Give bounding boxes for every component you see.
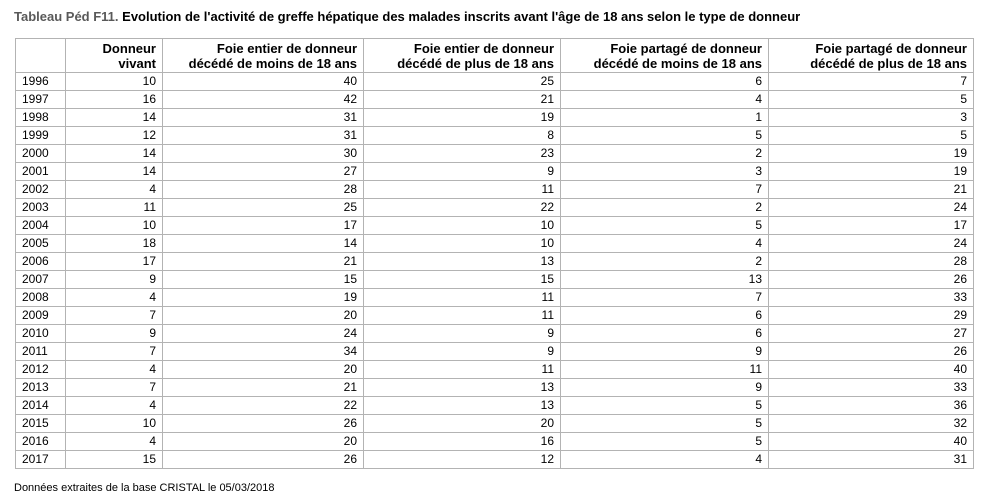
table-row [16, 271, 974, 289]
year-cell: 2005 [16, 235, 66, 253]
table-row [16, 73, 974, 91]
value-cell: 32 [769, 415, 974, 433]
value-cell: 40 [769, 361, 974, 379]
header-cell-3 [364, 39, 561, 73]
table-row [16, 415, 974, 433]
value-cell: 9 [364, 325, 561, 343]
value-cell: 18 [66, 235, 163, 253]
value-cell: 1 [561, 109, 769, 127]
value-cell: 5 [769, 91, 974, 109]
table-row [16, 199, 974, 217]
table-row [16, 307, 974, 325]
value-cell: 33 [769, 289, 974, 307]
table-row [16, 217, 974, 235]
value-cell: 12 [364, 451, 561, 469]
value-cell: 11 [364, 361, 561, 379]
table-row [16, 91, 974, 109]
value-cell: 4 [66, 361, 163, 379]
value-cell: 29 [769, 307, 974, 325]
value-cell: 10 [364, 235, 561, 253]
table-row [16, 343, 974, 361]
value-cell: 25 [163, 199, 364, 217]
value-cell: 2 [561, 199, 769, 217]
value-cell: 14 [66, 163, 163, 181]
value-cell: 20 [163, 433, 364, 451]
value-cell: 42 [163, 91, 364, 109]
value-cell: 20 [163, 307, 364, 325]
source-note: Données extraites de la base CRISTAL le 05/03/2018 [14, 482, 275, 494]
value-cell: 15 [66, 451, 163, 469]
year-cell: 2007 [16, 271, 66, 289]
value-cell: 9 [364, 163, 561, 181]
value-cell: 31 [769, 451, 974, 469]
header-cell-2 [163, 39, 364, 73]
value-cell: 10 [66, 217, 163, 235]
value-cell: 19 [769, 163, 974, 181]
value-cell: 7 [769, 73, 974, 91]
header-line: Foie entier de donneur [413, 40, 554, 56]
value-cell: 21 [364, 91, 561, 109]
table-row [16, 397, 974, 415]
value-cell: 9 [561, 343, 769, 361]
value-cell: 22 [163, 397, 364, 415]
value-cell: 2 [561, 253, 769, 271]
value-cell: 19 [769, 145, 974, 163]
value-cell: 8 [364, 127, 561, 145]
year-cell: 2016 [16, 433, 66, 451]
value-cell: 7 [66, 307, 163, 325]
value-cell: 13 [364, 397, 561, 415]
table-row [16, 253, 974, 271]
year-cell: 2003 [16, 199, 66, 217]
table-row [16, 145, 974, 163]
value-cell: 36 [769, 397, 974, 415]
header-line: décédé de moins de 18 ans [188, 55, 357, 71]
value-cell: 26 [769, 271, 974, 289]
value-cell: 34 [163, 343, 364, 361]
value-cell: 7 [561, 181, 769, 199]
value-cell: 24 [769, 235, 974, 253]
year-cell: 2004 [16, 217, 66, 235]
value-cell: 31 [163, 127, 364, 145]
year-cell: 2014 [16, 397, 66, 415]
value-cell: 33 [769, 379, 974, 397]
header-line: Foie partagé de donneur [610, 40, 762, 56]
year-cell: 2006 [16, 253, 66, 271]
value-cell: 10 [364, 217, 561, 235]
value-cell: 14 [66, 109, 163, 127]
value-cell: 31 [163, 109, 364, 127]
value-cell: 17 [163, 217, 364, 235]
value-cell: 13 [364, 253, 561, 271]
value-cell: 11 [364, 289, 561, 307]
value-cell: 4 [561, 235, 769, 253]
table-row [16, 109, 974, 127]
value-cell: 12 [66, 127, 163, 145]
table-row [16, 451, 974, 469]
value-cell: 11 [364, 181, 561, 199]
value-cell: 3 [561, 163, 769, 181]
value-cell: 26 [769, 343, 974, 361]
year-cell: 2015 [16, 415, 66, 433]
header-cell-year [16, 39, 66, 73]
liver-transplant-table [15, 38, 974, 469]
value-cell: 21 [163, 253, 364, 271]
value-cell: 5 [561, 433, 769, 451]
header-line: Foie partagé de donneur [815, 40, 967, 56]
year-cell: 1996 [16, 73, 66, 91]
value-cell: 7 [66, 379, 163, 397]
value-cell: 9 [364, 343, 561, 361]
header-cell-4 [561, 39, 769, 73]
value-cell: 7 [66, 343, 163, 361]
year-cell: 2011 [16, 343, 66, 361]
table-row [16, 163, 974, 181]
table-row [16, 433, 974, 451]
value-cell: 19 [364, 109, 561, 127]
value-cell: 22 [364, 199, 561, 217]
value-cell: 24 [769, 199, 974, 217]
value-cell: 6 [561, 73, 769, 91]
value-cell: 14 [66, 145, 163, 163]
value-cell: 30 [163, 145, 364, 163]
value-cell: 26 [163, 415, 364, 433]
table-body [16, 73, 974, 469]
value-cell: 4 [66, 433, 163, 451]
year-cell: 2012 [16, 361, 66, 379]
header-cell-5 [769, 39, 974, 73]
value-cell: 27 [163, 163, 364, 181]
value-cell: 15 [163, 271, 364, 289]
value-cell: 15 [364, 271, 561, 289]
value-cell: 4 [561, 451, 769, 469]
header-line: vivant [118, 55, 156, 71]
value-cell: 11 [364, 307, 561, 325]
value-cell: 9 [66, 271, 163, 289]
year-cell: 2009 [16, 307, 66, 325]
year-cell: 1997 [16, 91, 66, 109]
year-cell: 2017 [16, 451, 66, 469]
table-row [16, 361, 974, 379]
table-title [14, 9, 800, 24]
value-cell: 23 [364, 145, 561, 163]
value-cell: 17 [66, 253, 163, 271]
value-cell: 10 [66, 73, 163, 91]
year-cell: 1998 [16, 109, 66, 127]
value-cell: 6 [561, 307, 769, 325]
value-cell: 5 [561, 397, 769, 415]
header-line: décédé de plus de 18 ans [397, 55, 554, 71]
value-cell: 13 [364, 379, 561, 397]
value-cell: 7 [561, 289, 769, 307]
value-cell: 16 [66, 91, 163, 109]
table-title-text: Evolution de l'activité de greffe hépatique des malades inscrits avant l'âge de 18 ans selon le type de donneur [118, 9, 801, 24]
year-cell: 2008 [16, 289, 66, 307]
value-cell: 6 [561, 325, 769, 343]
header-line: Donneur [102, 40, 156, 56]
year-cell: 2010 [16, 325, 66, 343]
value-cell: 24 [163, 325, 364, 343]
year-cell: 2013 [16, 379, 66, 397]
year-cell: 2000 [16, 145, 66, 163]
value-cell: 9 [66, 325, 163, 343]
value-cell: 11 [66, 199, 163, 217]
header-line: Foie entier de donneur [216, 40, 357, 56]
value-cell: 3 [769, 109, 974, 127]
table-header-row [16, 39, 974, 73]
value-cell: 17 [769, 217, 974, 235]
table-row [16, 289, 974, 307]
header-line: décédé de plus de 18 ans [810, 55, 967, 71]
table-row [16, 235, 974, 253]
value-cell: 21 [769, 181, 974, 199]
value-cell: 4 [66, 181, 163, 199]
value-cell: 19 [163, 289, 364, 307]
value-cell: 5 [561, 217, 769, 235]
value-cell: 5 [561, 415, 769, 433]
value-cell: 10 [66, 415, 163, 433]
value-cell: 40 [163, 73, 364, 91]
table-row [16, 379, 974, 397]
value-cell: 20 [364, 415, 561, 433]
value-cell: 4 [66, 397, 163, 415]
value-cell: 27 [769, 325, 974, 343]
table-title-prefix: Tableau Péd F11. [14, 9, 119, 24]
value-cell: 25 [364, 73, 561, 91]
table-row [16, 127, 974, 145]
value-cell: 26 [163, 451, 364, 469]
value-cell: 20 [163, 361, 364, 379]
value-cell: 4 [66, 289, 163, 307]
value-cell: 16 [364, 433, 561, 451]
year-cell: 2001 [16, 163, 66, 181]
value-cell: 5 [561, 127, 769, 145]
value-cell: 2 [561, 145, 769, 163]
value-cell: 40 [769, 433, 974, 451]
value-cell: 28 [769, 253, 974, 271]
header-line: décédé de moins de 18 ans [593, 55, 762, 71]
value-cell: 5 [769, 127, 974, 145]
value-cell: 28 [163, 181, 364, 199]
value-cell: 11 [561, 361, 769, 379]
table-row [16, 325, 974, 343]
value-cell: 14 [163, 235, 364, 253]
value-cell: 4 [561, 91, 769, 109]
year-cell: 1999 [16, 127, 66, 145]
value-cell: 21 [163, 379, 364, 397]
table-row [16, 181, 974, 199]
value-cell: 13 [561, 271, 769, 289]
value-cell: 9 [561, 379, 769, 397]
year-cell: 2002 [16, 181, 66, 199]
header-cell-1 [66, 39, 163, 73]
